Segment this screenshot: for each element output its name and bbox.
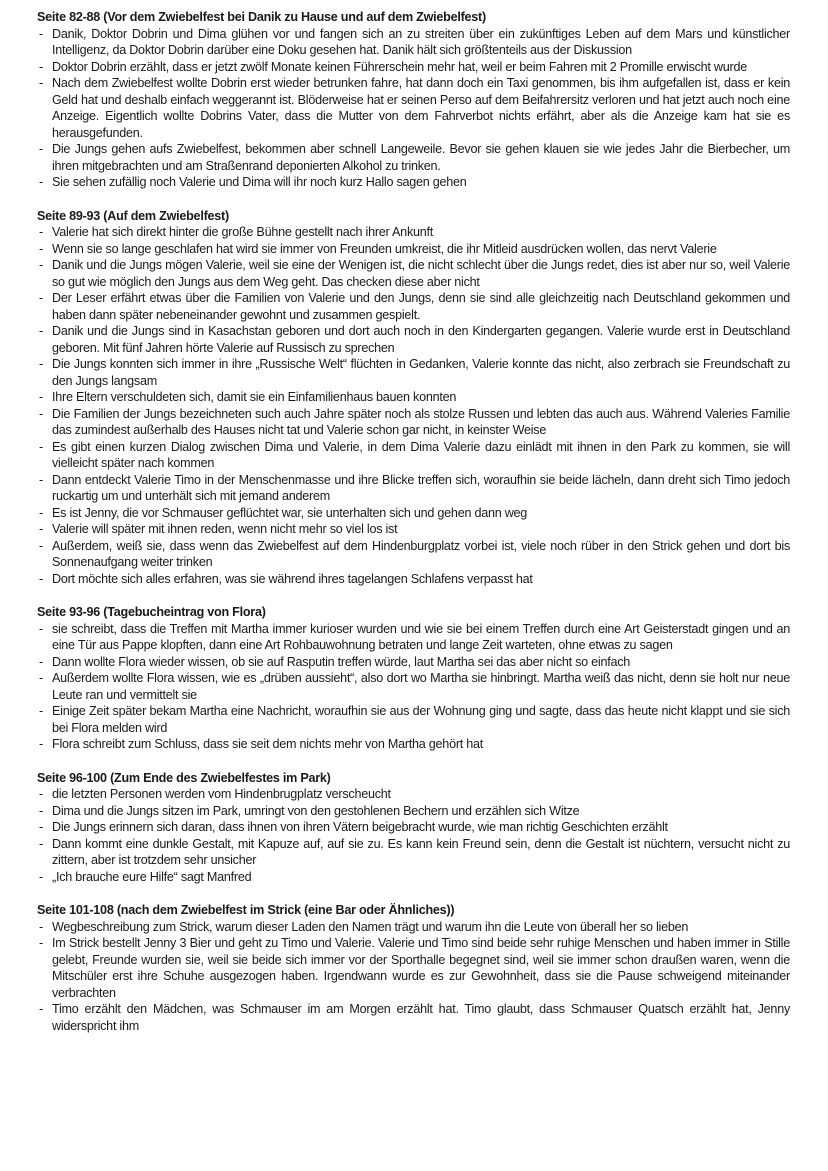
list-item bbox=[37, 654, 790, 671]
list-item-text: Nach dem Zwiebelfest wollte Dobrin erst wieder betrunken fahre, hat dann doch ein Taxi genommen, bis ihm aufgefallen ist, dass er kein Geld hat und deshalb einfach weggerannt ist. Blöderweise hat er seinen Perso auf dem Beifahrersitz verloren und hat jetzt auch noch eine Anzeige. Eigentlich wollte Dobrins Vater, dass die Mutter von dem Fahrverbot nichts erfährt, aber als die Anzeige kam hat sie es herausgefunden. bbox=[52, 76, 790, 140]
list-item bbox=[37, 141, 790, 174]
bullet-dash-icon: - bbox=[39, 820, 43, 834]
bullet-dash-icon: - bbox=[39, 1002, 43, 1016]
bullet-dash-icon: - bbox=[39, 538, 43, 553]
list-item bbox=[37, 406, 790, 439]
list-item-text: Dann entdeckt Valerie Timo in der Menschenmasse und ihre Blicke treffen sich, woraufhin sie beide lächeln, dann dreht sich Timo jedoch ruckartig um und unterhält sich mit jemand anderem bbox=[52, 472, 790, 503]
list-item bbox=[37, 75, 790, 141]
bullet-dash-icon: - bbox=[39, 76, 43, 90]
list-item-text: sie schreibt, dass die Treffen mit Martha immer kurioser wurden und wie sie bei einem Treffen durch eine Art Geisterstadt gingen und an eine Tür aus Pappe klopften, dann eine Art Rohbauwohnung betraten und lange Zeit warteten, ohne etwas zu sagen bbox=[52, 621, 790, 652]
list-item bbox=[37, 439, 790, 472]
list-item-text: Timo erzählt den Mädchen, was Schmauser im am Morgen erzählt hat. Timo glaubt, dass Schmauser Quatsch erzählt hat, Jenny widerspricht ihm bbox=[52, 1002, 790, 1033]
section-heading: Seite 82-88 (Vor dem Zwiebelfest bei Danik zu Hause und auf dem Zwiebelfest) bbox=[37, 10, 486, 24]
bullet-dash-icon: - bbox=[39, 919, 43, 934]
list-item bbox=[37, 786, 790, 803]
list-item bbox=[37, 505, 790, 522]
summary-section bbox=[37, 902, 790, 1034]
list-item-text: Valerie will später mit ihnen reden, wenn nicht mehr so viel los ist bbox=[52, 522, 398, 536]
bullet-dash-icon: - bbox=[39, 472, 43, 487]
list-item-text: Valerie hat sich direkt hinter die große Bühne gestellt nach ihrer Ankunft bbox=[52, 225, 433, 239]
list-item bbox=[37, 26, 790, 59]
bullet-dash-icon: - bbox=[39, 291, 43, 305]
bullet-list bbox=[37, 919, 790, 1035]
list-item-text: Wenn sie so lange geschlafen hat wird sie immer von Freunden umkreist, die ihr Mitleid ausdrücken wollen, das nervt Valerie bbox=[52, 241, 717, 256]
list-item-text: Ihre Eltern verschuldeten sich, damit sie ein Einfamilienhaus bauen konnten bbox=[52, 390, 457, 404]
list-item-text: Flora schreibt zum Schluss, dass sie seit dem nichts mehr von Martha gehört hat bbox=[52, 737, 484, 751]
list-item bbox=[37, 538, 790, 571]
list-item-text: Die Jungs konnten sich immer in ihre „Russische Welt“ flüchten in Gedanken, Valerie konnte das nicht, also zerbrach sie Freundschaft zu den Jungs langsam bbox=[52, 357, 790, 388]
bullet-dash-icon: - bbox=[39, 59, 43, 74]
list-item-text: Danik und die Jungs mögen Valerie, weil sie eine der Wenigen ist, die nicht schlecht über die Jungs redet, dies ist aber nur so, weil Valerie so gut wie möglich den Jungs aus dem Weg geht. Das checken diese aber nicht bbox=[52, 258, 790, 289]
list-item bbox=[37, 356, 790, 389]
list-item bbox=[37, 935, 790, 1001]
list-item bbox=[37, 290, 790, 323]
bullet-dash-icon: - bbox=[39, 142, 43, 156]
bullet-dash-icon: - bbox=[39, 175, 43, 189]
list-item bbox=[37, 621, 790, 654]
bullet-dash-icon: - bbox=[39, 522, 43, 536]
list-item-text: Die Jungs erinnern sich daran, dass ihnen von ihren Vätern beigebracht wurde, wie man richtig Geschichten erzählt bbox=[52, 820, 668, 834]
list-item-text: Einige Zeit später bekam Martha eine Nachricht, woraufhin sie aus der Wohnung ging und sagte, dass das heute nicht klappt und sie sich bei Flora melden wird bbox=[52, 704, 790, 735]
bullet-list bbox=[37, 621, 790, 753]
list-item bbox=[37, 59, 790, 76]
list-item-text: die letzten Personen werden vom Hindenbrugplatz verscheucht bbox=[52, 787, 391, 801]
list-item bbox=[37, 521, 790, 538]
list-item-text: Dort möchte sich alles erfahren, was sie während ihres tagelangen Schlafens verpasst hat bbox=[52, 571, 533, 586]
list-item bbox=[37, 703, 790, 736]
bullet-dash-icon: - bbox=[39, 936, 43, 950]
bullet-dash-icon: - bbox=[39, 406, 43, 421]
bullet-dash-icon: - bbox=[39, 225, 43, 239]
list-item bbox=[37, 869, 790, 886]
document-page bbox=[37, 9, 790, 1051]
list-item-text: Dann wollte Flora wieder wissen, ob sie auf Rasputin treffen würde, laut Martha sei das aber nicht so einfach bbox=[52, 654, 631, 669]
bullet-dash-icon: - bbox=[39, 439, 43, 454]
list-item bbox=[37, 736, 790, 753]
bullet-dash-icon: - bbox=[39, 654, 43, 669]
bullet-dash-icon: - bbox=[39, 803, 43, 818]
bullet-dash-icon: - bbox=[39, 836, 43, 851]
list-item bbox=[37, 472, 790, 505]
list-item bbox=[37, 257, 790, 290]
list-item-text: Im Strick bestellt Jenny 3 Bier und geht zu Timo und Valerie. Valerie und Timo sind beide sehr ruhige Menschen und haben immer in Stille gelebt, Freunde wurden sie, weil sie beide sich immer vor der Sporthalle begegnet sind, weil sie immer schon draußen waren, wenn die Mitschüler erst ihre Schuhe ausgezogen haben. Irgendwann wurde es zur Gewohnheit, dass sie die Pause schweigend miteinander verbrachten bbox=[52, 936, 790, 1000]
list-item bbox=[37, 224, 790, 241]
bullet-dash-icon: - bbox=[39, 390, 43, 404]
bullet-dash-icon: - bbox=[39, 787, 43, 801]
list-item-text: Wegbeschreibung zum Strick, warum dieser Laden den Namen trägt und warum ihn die Leute von überall her so lieben bbox=[52, 919, 689, 934]
bullet-dash-icon: - bbox=[39, 26, 43, 41]
list-item bbox=[37, 670, 790, 703]
summary-section bbox=[37, 770, 790, 886]
section-heading: Seite 93-96 (Tagebucheintrag von Flora) bbox=[37, 605, 266, 619]
list-item bbox=[37, 819, 790, 836]
list-item-text: Es ist Jenny, die vor Schmauser geflüchtet war, sie unterhalten sich und gehen dann weg bbox=[52, 505, 528, 520]
bullet-dash-icon: - bbox=[39, 357, 43, 371]
list-item-text: Danik, Doktor Dobrin und Dima glühen vor und fangen sich an zu streiten über ein zukünftiges Leben auf dem Mars und künstlicher Intelligenz, da Doktor Dobrin darüber eine Doku gesehen hat. Danik hält sich größtenteils aus der Diskussion bbox=[52, 26, 790, 57]
bullet-dash-icon: - bbox=[39, 671, 43, 685]
bullet-dash-icon: - bbox=[39, 258, 43, 272]
summary-section bbox=[37, 604, 790, 753]
section-heading: Seite 96-100 (Zum Ende des Zwiebelfestes im Park) bbox=[37, 770, 331, 785]
list-item-text: Außerdem, weiß sie, dass wenn das Zwiebelfest auf dem Hindenburgplatz vorbei ist, viele noch rüber in den Strick gehen und dort bis Sonnenaufgang weiter trinken bbox=[52, 538, 790, 569]
bullet-list bbox=[37, 26, 790, 191]
bullet-dash-icon: - bbox=[39, 324, 43, 338]
list-item-text: Außerdem wollte Flora wissen, wie es „drüben aussieht“, also dort wo Martha sie hinbringt. Martha weiß das nicht, denn sie holt nur neue Leute ran und vermittelt sie bbox=[52, 671, 790, 702]
bullet-dash-icon: - bbox=[39, 621, 43, 636]
bullet-list bbox=[37, 224, 790, 587]
list-item bbox=[37, 323, 790, 356]
list-item-text: Die Familien der Jungs bezeichneten such auch Jahre später noch als stolze Russen und lebten das auch aus. Während Valeries Familie das zumindest außerhalb des Hauses nicht tat und Valerie schon gar nicht, in keinster Weise bbox=[52, 406, 790, 437]
list-item bbox=[37, 241, 790, 258]
section-heading: Seite 89-93 (Auf dem Zwiebelfest) bbox=[37, 208, 229, 223]
list-item bbox=[37, 389, 790, 406]
list-item bbox=[37, 174, 790, 191]
bullet-dash-icon: - bbox=[39, 704, 43, 718]
list-item-text: Dann kommt eine dunkle Gestalt, mit Kapuze auf, auf sie zu. Es kann kein Freund sein, denn die Gestalt ist nüchtern, versucht nicht zu zittern, aber ist trotzdem sehr unsicher bbox=[52, 836, 790, 867]
list-item-text: Es gibt einen kurzen Dialog zwischen Dima und Valerie, in dem Dima Valerie dazu einlädt mit ihnen in den Park zu kommen, sie will vielleicht später nach kommen bbox=[52, 439, 790, 470]
bullet-dash-icon: - bbox=[39, 869, 43, 884]
list-item-text: Der Leser erfährt etwas über die Familien von Valerie und den Jungs, denn sie sind alle gleichzeitig nach Deutschland gekommen und haben dann später nebeneinander gewohnt und zusammen gespielt. bbox=[52, 291, 790, 322]
bullet-dash-icon: - bbox=[39, 505, 43, 520]
list-item-text: „Ich brauche eure Hilfe“ sagt Manfred bbox=[52, 869, 252, 884]
bullet-list bbox=[37, 786, 790, 885]
list-item bbox=[37, 1001, 790, 1034]
bullet-dash-icon: - bbox=[39, 571, 43, 586]
summary-section bbox=[37, 9, 790, 191]
list-item bbox=[37, 836, 790, 869]
summary-section bbox=[37, 208, 790, 588]
list-item-text: Doktor Dobrin erzählt, dass er jetzt zwölf Monate keinen Führerschein mehr hat, weil er beim Fahren mit 2 Promille erwischt wurde bbox=[52, 59, 747, 74]
list-item bbox=[37, 803, 790, 820]
list-item-text: Dima und die Jungs sitzen im Park, umringt von den gestohlenen Bechern und erzählen sich Witze bbox=[52, 803, 580, 818]
bullet-dash-icon: - bbox=[39, 241, 43, 256]
list-item-text: Sie sehen zufällig noch Valerie und Dima will ihr noch kurz Hallo sagen gehen bbox=[52, 175, 467, 189]
bullet-dash-icon: - bbox=[39, 737, 43, 751]
list-item-text: Die Jungs gehen aufs Zwiebelfest, bekommen aber schnell Langeweile. Bevor sie gehen klauen sie wie jedes Jahr die Bierbecher, um ihren mitgebrachten und am Straßenrand deponierten Alkohol zu trinken. bbox=[52, 142, 790, 173]
list-item bbox=[37, 571, 790, 588]
list-item-text: Danik und die Jungs sind in Kasachstan geboren und dort auch noch in den Kindergarten gegangen. Valerie wurde erst in Deutschland geboren. Mit fünf Jahren hörte Valerie auf Russisch zu sprechen bbox=[52, 324, 790, 355]
section-heading: Seite 101-108 (nach dem Zwiebelfest im Strick (eine Bar oder Ähnliches)) bbox=[37, 903, 455, 917]
list-item bbox=[37, 919, 790, 936]
